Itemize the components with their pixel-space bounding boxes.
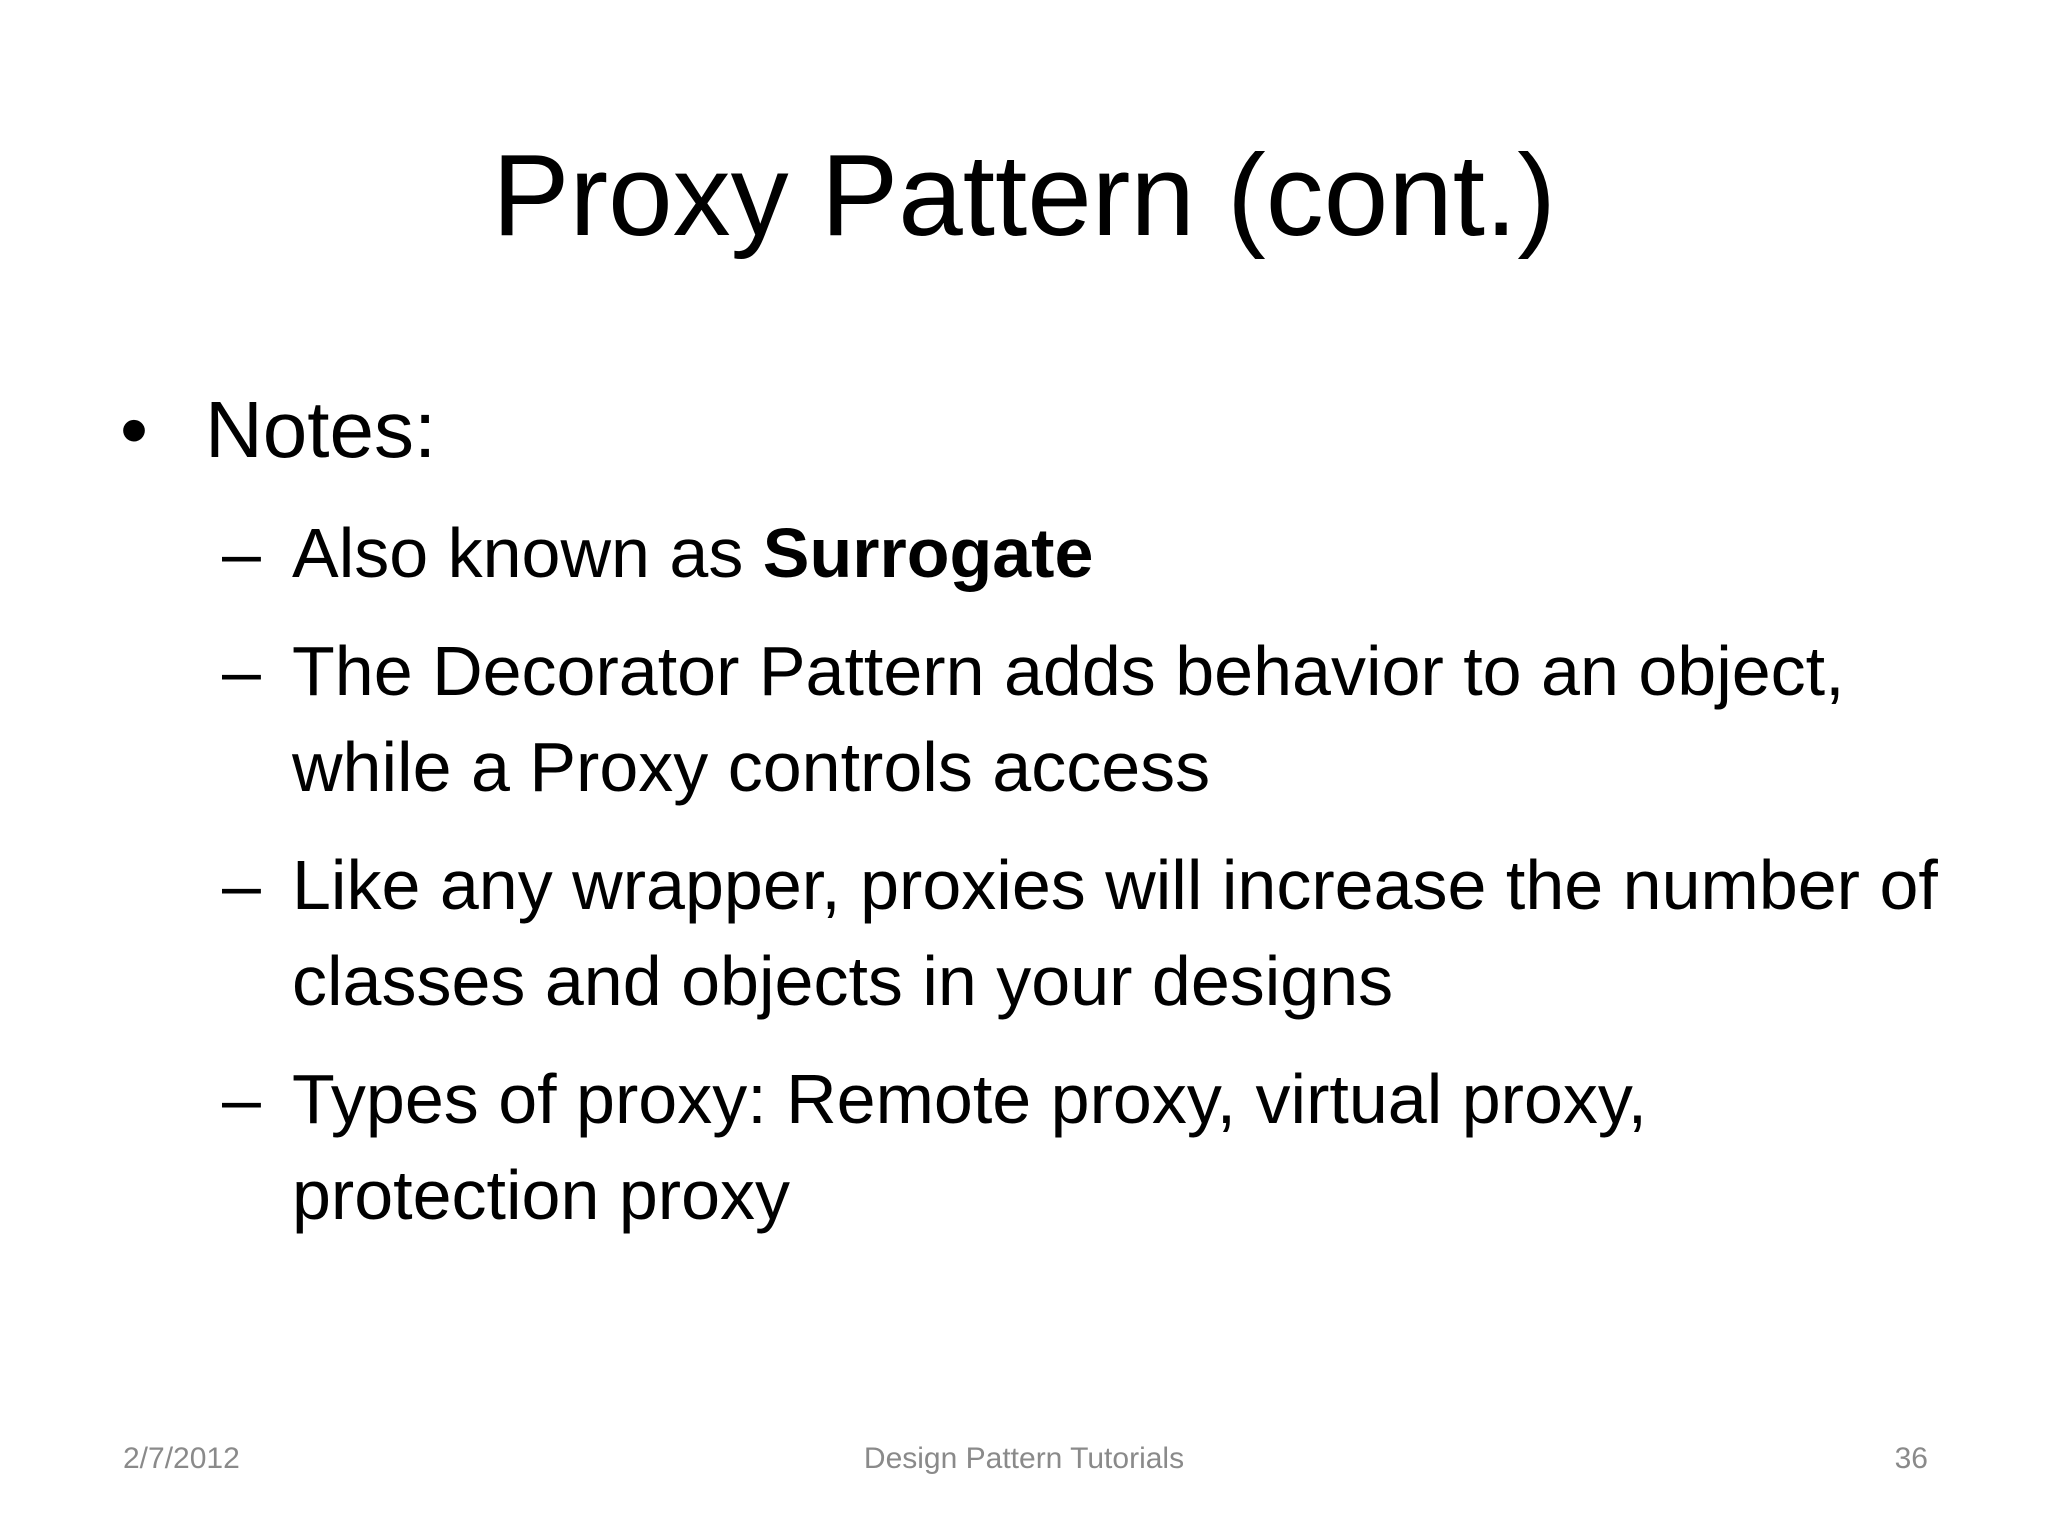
bullet-marker: • — [120, 385, 149, 474]
dash-marker: – — [222, 846, 261, 924]
sub-bullet-text: Also known as — [292, 514, 763, 592]
dash-marker: – — [222, 1060, 261, 1138]
sub-bullet-list — [222, 505, 1962, 1265]
sub-bullet-text: Types of proxy: Remote proxy, virtual proxy, protection proxy — [292, 1060, 1648, 1234]
sub-bullet-decorator — [222, 623, 1962, 815]
sub-bullet-types — [222, 1051, 1962, 1243]
dash-marker: – — [222, 632, 261, 710]
footer-page-number: 36 — [1894, 1442, 1928, 1475]
sub-bullet-text: Like any wrapper, proxies will increase the number of classes and objects in your designs — [292, 846, 1938, 1020]
sub-bullet-bold-text: Surrogate — [762, 514, 1094, 592]
bullet-notes-label: Notes: — [205, 385, 437, 474]
sub-bullet-text: The Decorator Pattern adds behavior to an object, while a Proxy controls access — [292, 632, 1845, 806]
footer-date: 2/7/2012 — [123, 1442, 240, 1475]
dash-marker: – — [222, 514, 261, 592]
sub-bullet-surrogate — [222, 505, 1962, 601]
footer-title: Design Pattern Tutorials — [863, 1442, 1185, 1475]
slide-title: Proxy Pattern (cont.) — [492, 130, 1556, 260]
sub-bullet-wrapper — [222, 837, 1962, 1029]
